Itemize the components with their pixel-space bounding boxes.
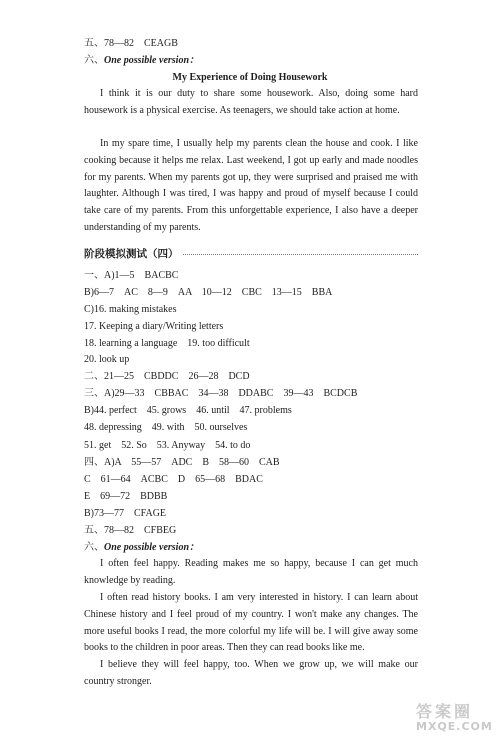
answer-line: 二、21—25 CBDDC 26—28 DCD	[84, 371, 250, 382]
answer-line: 48. depressing 49. with 50. ourselves	[84, 422, 248, 433]
answer-line: 五、78—82 CFBEG	[84, 525, 177, 536]
answer-line: C 61—64 ACBC D 65—68 BDAC	[84, 474, 263, 485]
section-title: 阶段模拟测试（四）	[84, 247, 179, 260]
writing-paragraph-1: I often feel happy. Reading makes me so happy, because I can get much knowledge by reading.	[84, 558, 418, 586]
sample-writing-label-bottom	[84, 542, 199, 554]
answer-line: B)6—7 AC 8—9 AA 10—12 CBC 13—15 BBA	[84, 287, 333, 298]
answer-line: 四、A)A 55—57 ADC B 58—60 CAB	[84, 457, 280, 468]
sample-writing-label-top	[84, 55, 199, 67]
answer-line: 51. get 52. So 53. Anyway 54. to do	[84, 440, 251, 451]
answer-line: 18. learning a language 19. too difficult	[84, 338, 250, 349]
watermark-top: 答案圈	[416, 702, 474, 721]
answer-line: B)44. perfect 45. grows 46. until 47. problems	[84, 405, 292, 416]
writing-paragraph-2: I often read history books. I am very interested in history. I can learn about Chinese history and I feel proud of my country. I won't make any changes. The more useful books I read, the more colorful my life will be. I will give away some books to the children in poor areas. Then they can read books like me.	[84, 592, 418, 654]
label-text: One possible version：	[104, 55, 199, 66]
answer-line: 17. Keeping a diary/Writing letters	[84, 321, 224, 332]
essay-title: My Experience of Doing Housework	[172, 72, 328, 83]
label-text: One possible version：	[104, 542, 199, 553]
answer-line: E 69—72 BDBB	[84, 491, 168, 502]
writing-paragraph-3: I believe they will feel happy, too. When we grow up, we will make our country stronger.	[84, 659, 418, 687]
watermark-logo	[402, 702, 494, 732]
label-prefix: 六、	[84, 542, 104, 553]
essay-paragraph-1: I think it is our duty to share some housework. Also, doing some hard housework is a physical exercise. As teenagers, we should take action at home.	[84, 88, 418, 116]
answer-line: C)16. making mistakes	[84, 304, 177, 315]
label-prefix: 六、	[84, 55, 104, 66]
answer-line: 三、A)29—33 CBBAC 34—38 DDABC 39—43 BCDCB	[84, 388, 358, 399]
section-heading	[84, 247, 418, 261]
watermark-bottom: MXQE.COM	[416, 720, 493, 733]
dotted-rule	[183, 254, 419, 255]
answer-line: 20. look up	[84, 354, 130, 365]
answer-line: B)73—77 CFAGE	[84, 508, 167, 519]
answer-line-five-top: 五、78—82 CEAGB	[84, 38, 178, 49]
answer-line: 一、A)1—5 BACBC	[84, 270, 179, 281]
essay-paragraph-2: In my spare time, I usually help my parents clean the house and cook. I like cooking because it helps me relax. Last weekend, I got up early and made noodles for my parents. When my parents got up, they were surprised and praised me with laughter. Although I was tired, I was happy and proud of myself because I could take care of my parents. From this unforgettable experience, I also have a deeper understanding of my parents.	[84, 138, 418, 233]
